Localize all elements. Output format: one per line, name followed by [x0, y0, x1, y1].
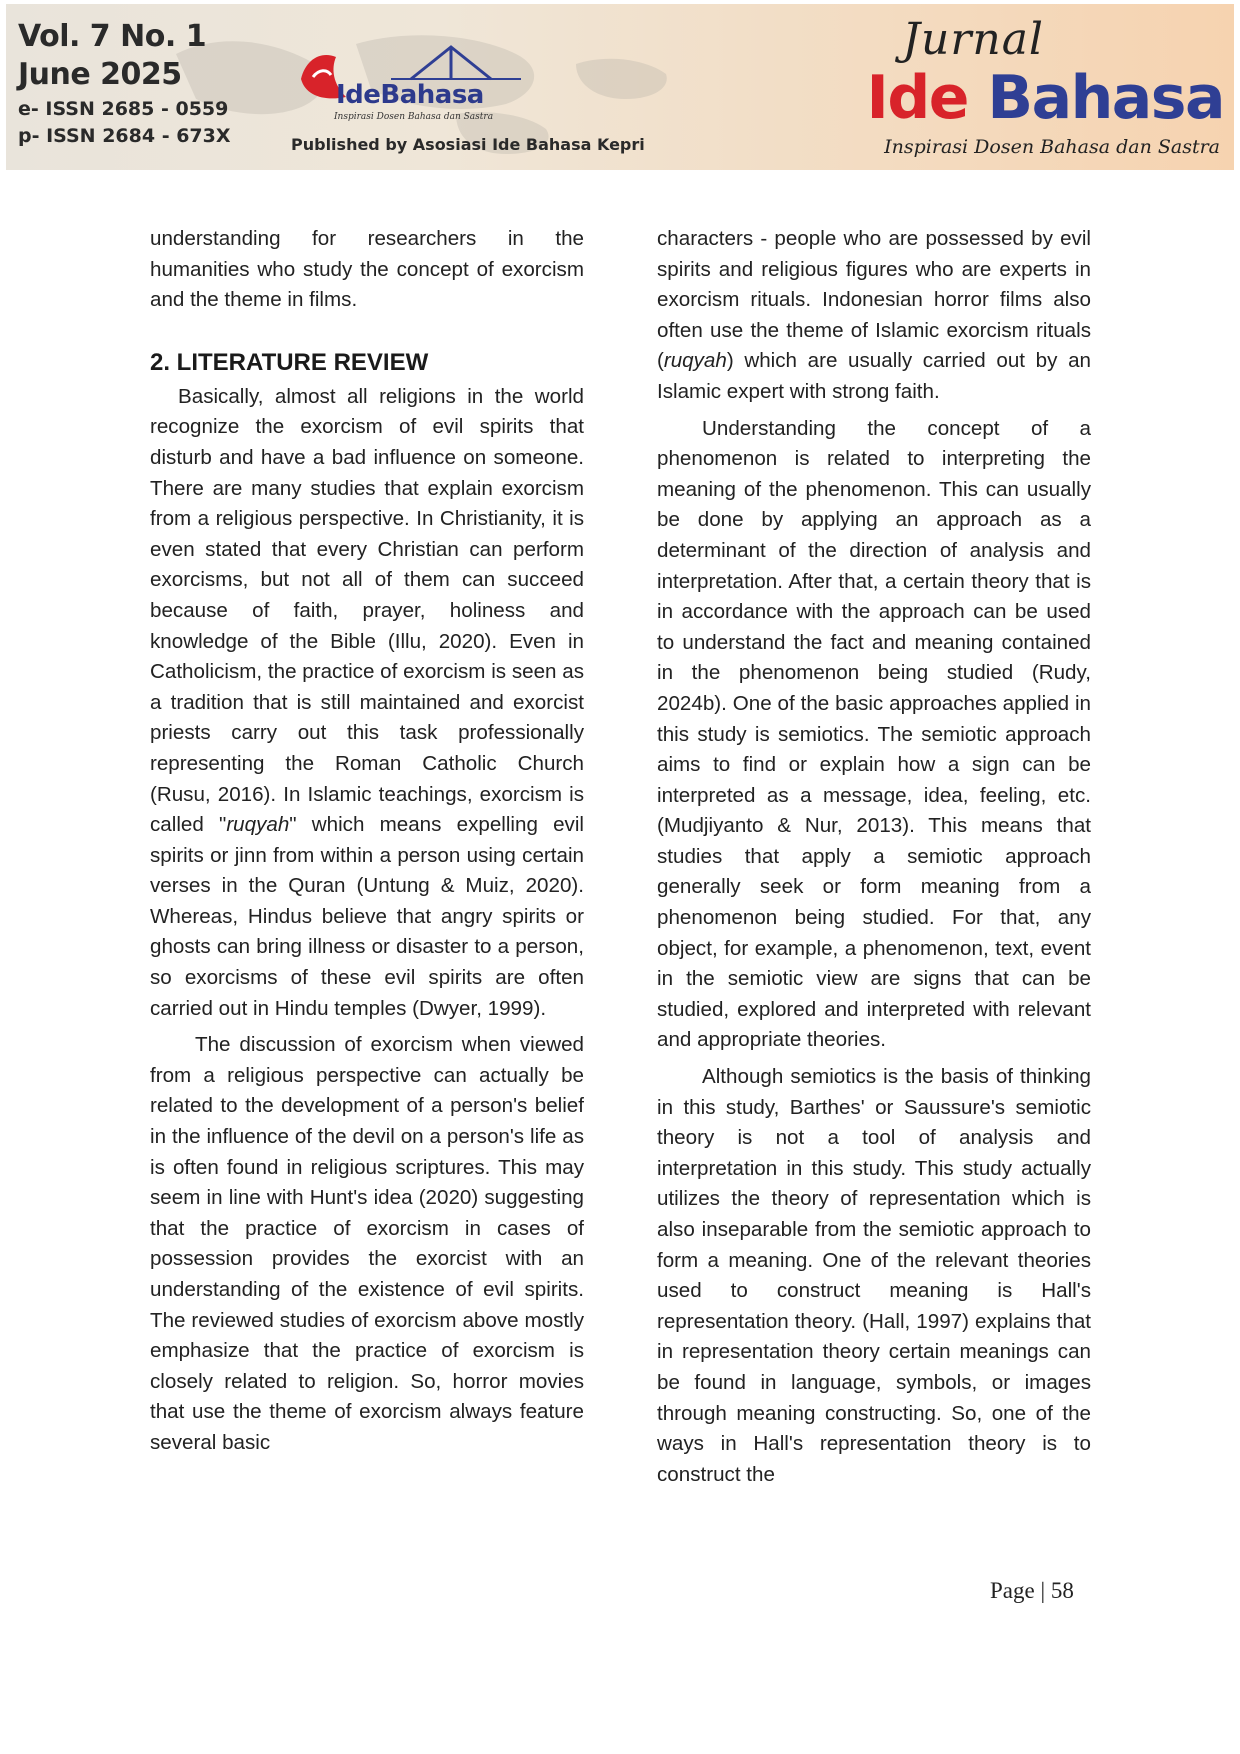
ruqyah-term: ruqyah — [663, 349, 727, 373]
page-number: Page | 58 — [990, 1578, 1074, 1603]
characters-paragraph — [657, 224, 1091, 408]
idebahasa-logo-tagline: Inspirasi Dosen Bahasa dan Sastra — [334, 112, 494, 122]
p-issn: p- ISSN 2684 - 673X — [18, 125, 231, 147]
issue-metadata — [18, 19, 231, 154]
journal-name-bahasa: Bahasa — [987, 63, 1224, 133]
paragraph-text: Basically, almost all religions in the world recognize the exorcism of evil spirits that disturb and have a bad influence on someone. There are many studies that explain exorcism from a religious perspective. In Christianity, it is even stated that every Christian can perform exorcisms, but not all of them can succeed because of faith, prayer, holiness and knowledge of the Bible (Illu, 2020). Even in Catholicism, the practice of exorcism is seen as a tradition that is still maintained and exorcist priests carry out this task professionally representing the Roman Catholic Church (Rusu, 2016). In Islamic teachings, exorcism is called " — [150, 384, 584, 837]
paragraph-text: " which means expelling evil spirits or jinn from within a person using certain verses in the Quran (Untung & Muiz, 2020). Whereas, Hindus believe that angry spirits or ghosts can bring illness or disaster to a person, so exorcisms of these evil spirits are often carried out in Hindu temples (Dwyer, 1999). — [150, 813, 584, 1020]
journal-header-banner — [6, 4, 1234, 170]
section-heading-literature-review: 2. LITERATURE REVIEW — [150, 348, 429, 376]
left-column — [150, 224, 584, 1459]
right-column — [657, 224, 1091, 1490]
ruqyah-term: ruqyah — [226, 813, 290, 837]
literature-paragraph-2: The discussion of exorcism when viewed from a religious perspective can actually be related to the development of a person's belief in the influence of the devil on a person's life as is often found in religious scriptures. This may seem in line with Hunt's idea (2020) suggesting that the practice of exorcism in cases of possession provides the exorcist with an understanding of the existence of evil spirits. The reviewed studies of exorcism above mostly emphasize that the practice of exorcism is closely related to religion. So, horror movies that use the theme of exorcism always feature several basic — [150, 1033, 584, 1454]
semiotics-paragraph: Understanding the concept of a phenomenon is related to interpreting the meaning of the phenomenon. This can usually be done by applying an approach as a determinant of the direction of analysis and interpretation. After that, a certain theory that is in accordance with the approach can be used to understand the fact and meaning contained in the phenomenon being studied (Rudy, 2024b). One of the basic approaches applied in this study is semiotics. The semiotic approach aims to find or explain how a sign can be interpreted as a message, idea, feeling, etc. (Mudjiyanto & Nur, 2013). This means that studies that apply a semiotic approach generally seek or form meaning from a phenomenon being studied. For that, any object, for example, a phenomenon, text, event in the semiotic view are signs that can be studied, explored and interpreted with relevant and appropriate theories. — [657, 416, 1091, 1052]
publisher-line: Published by Asosiasi Ide Bahasa Kepri — [291, 135, 645, 154]
paragraph-text: ) which are usually carried out by an Islamic expert with strong faith. — [657, 349, 1091, 403]
literature-paragraph-1 — [150, 382, 584, 1024]
journal-name — [866, 63, 1224, 133]
journal-name-ide: Ide — [866, 63, 968, 133]
intro-paragraph: understanding for researchers in the humanities who study the concept of exorcism and the theme in films. — [150, 227, 584, 312]
volume-number: Vol. 7 No. 1 — [18, 19, 207, 54]
issue-date: June 2025 — [18, 57, 182, 92]
journal-tagline: Inspirasi Dosen Bahasa dan Sastra — [884, 136, 1220, 158]
representation-paragraph: Although semiotics is the basis of thinking in this study, Barthes' or Saussure's semiotic theory is not a tool of analysis and interpretation in this study. This study actually utilizes the theory of representation which is also inseparable from the semiotic approach to form a meaning. One of the relevant theories used to construct meaning is Hall's representation theory. (Hall, 1997) explains that in representation theory certain meanings can be found in language, symbols, or images through meaning constructing. So, one of the ways in Hall's representation theory is to construct the — [657, 1065, 1091, 1486]
jurnal-script-title: Jurnal — [902, 14, 1044, 65]
paragraph-text: characters - people who are possessed by evil spirits and religious figures who are experts in exorcism rituals. Indonesian horror films also often use the theme of Islamic exorcism rituals ( — [657, 227, 1091, 373]
e-issn: e- ISSN 2685 - 0559 — [18, 98, 229, 120]
idebahasa-logo-text: IdeBahasa — [336, 80, 484, 110]
